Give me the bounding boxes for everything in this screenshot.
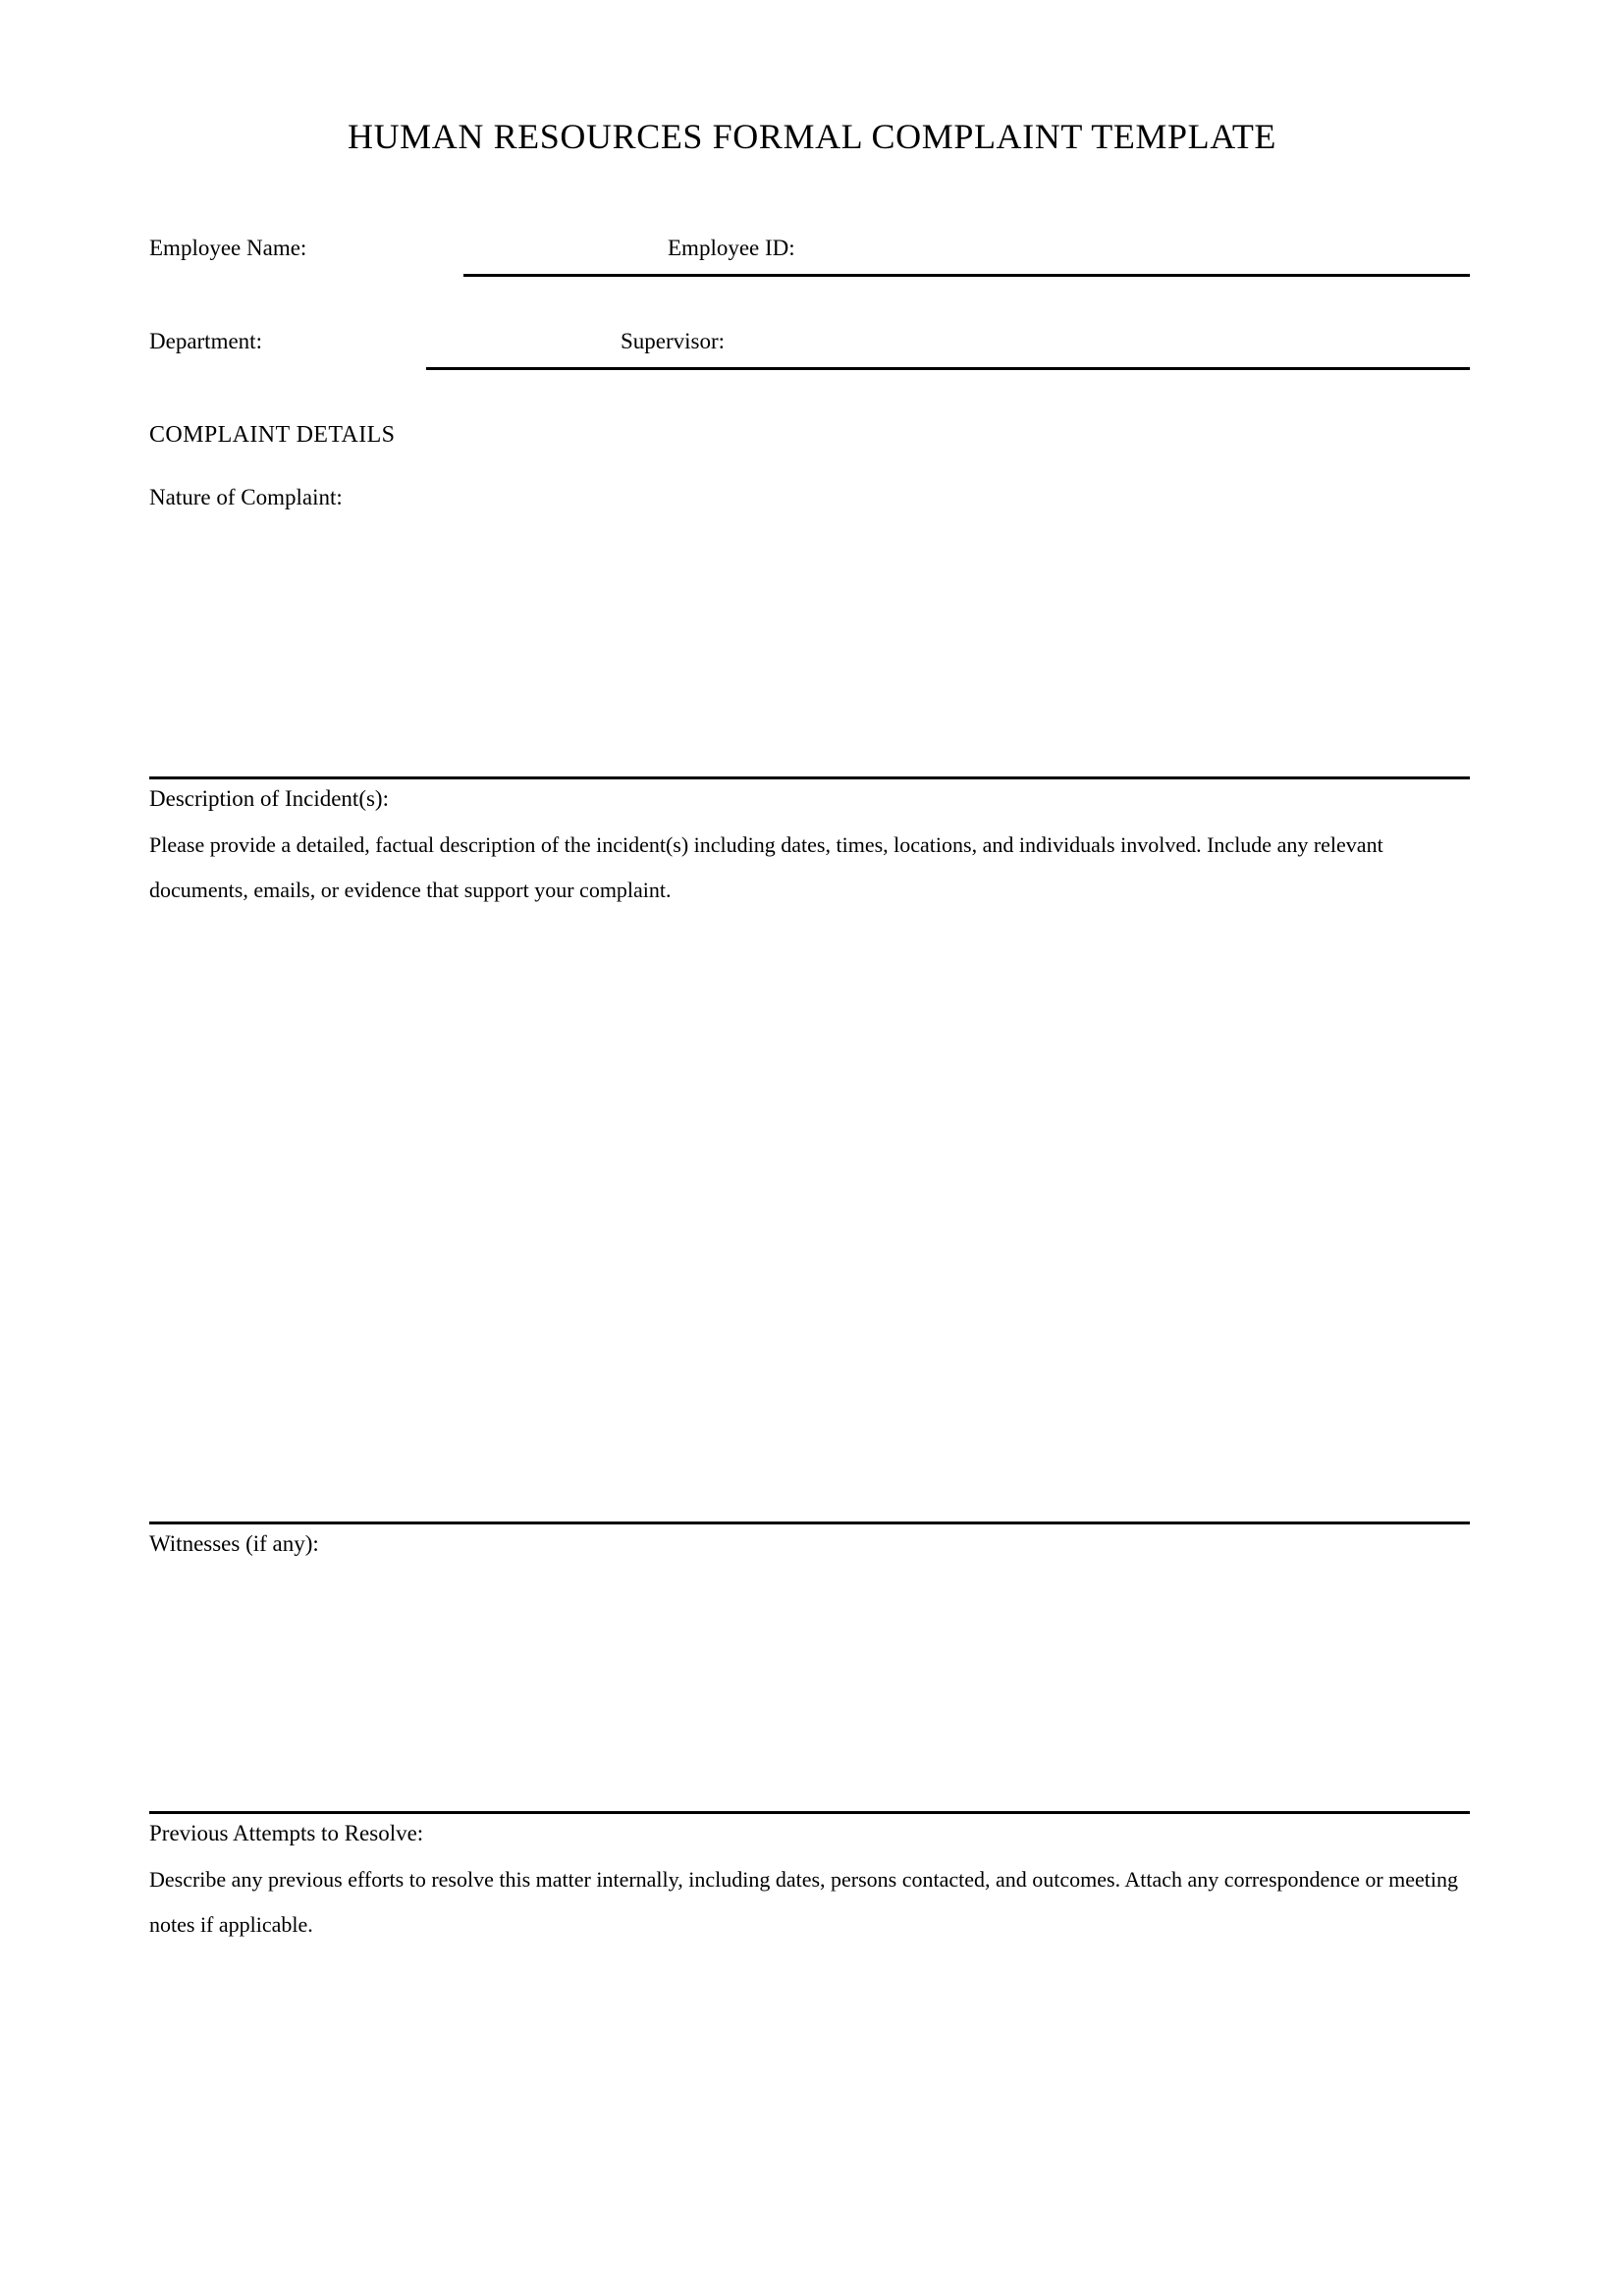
divider-above-description — [149, 776, 1470, 779]
supervisor-label: Supervisor: — [621, 327, 731, 356]
nature-of-complaint-answer-area[interactable] — [149, 530, 1470, 775]
description-of-incidents-answer-area[interactable] — [149, 923, 1470, 1520]
employee-name-id-fill-line[interactable] — [463, 274, 1470, 277]
witnesses-answer-area[interactable] — [149, 1571, 1470, 1806]
complaint-details-heading: COMPLAINT DETAILS — [149, 422, 396, 448]
employee-id-label: Employee ID: — [668, 234, 801, 263]
divider-above-previous-attempts — [149, 1811, 1470, 1814]
employee-identity-row — [149, 234, 1470, 277]
department-supervisor-fill-line[interactable] — [426, 367, 1470, 370]
document-title: HUMAN RESOURCES FORMAL COMPLAINT TEMPLATE — [347, 117, 1277, 156]
divider-above-witnesses — [149, 1522, 1470, 1524]
description-instructions-text: Please provide a detailed, factual description of the incident(s) including dates, times, locations, and individuals involved. Include any relevant documents, emails, or evidence that support your complaint. — [149, 832, 1383, 902]
previous-attempts-instructions-text: Describe any previous efforts to resolve this matter internally, including dates, persons contacted, and outcomes. Attach any correspondence or meeting notes if applicable. — [149, 1867, 1459, 1937]
employee-name-label: Employee Name: — [149, 236, 307, 260]
previous-attempts-answer-area[interactable] — [149, 1959, 1470, 2273]
nature-of-complaint-label: Nature of Complaint: — [149, 485, 343, 509]
description-of-incidents-label: Description of Incident(s): — [149, 786, 389, 811]
department-label: Department: — [149, 329, 262, 353]
department-supervisor-row — [149, 327, 1470, 370]
witnesses-label: Witnesses (if any): — [149, 1531, 319, 1556]
previous-attempts-label: Previous Attempts to Resolve: — [149, 1821, 424, 1845]
